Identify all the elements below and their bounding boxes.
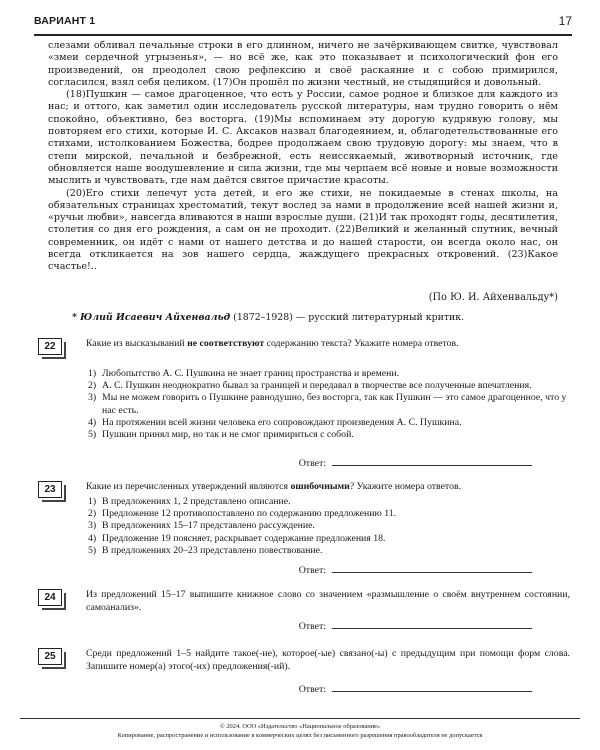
option-text: Предложение 19 поясняет, раскрывает содержание предложения 18. bbox=[102, 532, 386, 544]
answer-line[interactable] bbox=[332, 619, 532, 629]
answer-field[interactable] bbox=[299, 619, 532, 632]
option-item: 3) Мы не можем говорить о Пушкине равнодушно, без восторга, так как Пушкин — это самое драгоценное, что у нас есть. bbox=[88, 392, 567, 416]
task-prompt bbox=[86, 338, 570, 351]
option-text: В предложениях 1, 2 представлено описание. bbox=[102, 496, 291, 507]
copyright-line: © 2024. ООО «Издательство «Национальное образование» bbox=[219, 723, 381, 730]
task-number-box: 24 bbox=[38, 589, 62, 606]
task-prompt: Среди предложений 1–5 найдите такое(-ие), которое(-ые) связано(-ы) с предыдущим при помощи форм слова. Запишите номер(а) этого(-их) предложения(-ий). bbox=[86, 648, 570, 672]
task-number-box: 23 bbox=[38, 481, 62, 498]
page-header bbox=[34, 12, 572, 36]
prompt-text: содержанию текста? Укажите номера ответов. bbox=[264, 338, 459, 349]
option-item: 4) Предложение 19 поясняет, раскрывает содержание предложения 18. bbox=[88, 532, 386, 544]
option-text: Мы не можем говорить о Пушкине равнодушно, без восторга, так как Пушкин — это самое драгоценное, что у нас есть. bbox=[102, 392, 567, 416]
answer-label: Ответ: bbox=[298, 565, 326, 576]
answer-field[interactable] bbox=[299, 682, 532, 695]
answer-field[interactable] bbox=[299, 456, 532, 469]
option-item: 4) На протяжении всей жизни человека его сопровождают произведения А. С. Пушкина. bbox=[88, 416, 462, 428]
prompt-emphasis: не соответствуют bbox=[187, 338, 265, 349]
option-item: 2) Предложение 12 противопоставлено по содержанию предложению 11. bbox=[88, 508, 397, 520]
text-paragraph-1: слезами обливал печальные строки в его длинном, ничего не зачёркивающем свитке, чувствовал «змеи сердечной угрызенья», — но всё же, как это показывает и психологический фон его произведений, он преодолел свою рефлексию и своё раскаяние и с собою примирился, согласился, взял себя целиком. (17)Он прошёл по жизни честный, не стыдящийся и довольный. bbox=[48, 40, 558, 88]
task-prompt: Из предложений 15–17 выпишите книжное слово со значением «размышление о своём внутреннем состоянии, самоанализ». bbox=[86, 589, 570, 613]
option-text: А. С. Пушкин неоднократно бывал за границей и передавал в творчестве все полученные впечатления. bbox=[102, 380, 532, 392]
option-text: На протяжении всей жизни человека его сопровождают произведения А. С. Пушкина. bbox=[102, 416, 462, 428]
option-text: В предложениях 15–17 представлено рассуждение. bbox=[102, 520, 315, 532]
prompt-emphasis: ошибочными bbox=[290, 481, 350, 492]
option-item: 5) В предложениях 20–23 представлено повествование. bbox=[88, 544, 323, 556]
option-text: Предложение 12 противопоставлено по содержанию предложению 11. bbox=[102, 508, 397, 520]
option-item: 3) В предложениях 15–17 представлено рассуждение. bbox=[88, 520, 315, 532]
task-number-box: 25 bbox=[38, 648, 62, 665]
footnote-author: * Юлий Исаевич Айхенвальд bbox=[72, 312, 231, 323]
author-footnote bbox=[72, 312, 562, 323]
page-number: 17 bbox=[558, 14, 572, 28]
answer-line[interactable] bbox=[332, 563, 532, 573]
reading-text bbox=[48, 40, 558, 274]
text-source: (По Ю. И. Айхенвальду*) bbox=[428, 292, 558, 303]
text-paragraph-2: (18)Пушкин — самое драгоценное, что есть у России, самое родное и близкое для каждого из нас; и оттого, как заметил один исследователь русской литературы, нам трудно говорить о нём спокойно, объективно, без восторга. (19)Мы вспоминаем эту дорогую кудрявую голову, мы повторяем его стихи, которые И. С. Аксаков назвал благодеянием, и, облагодетельствованные его стихами, истолкованием Божества, бодрее продолжаем свою трудовую дорогу: мы знаем, что в степи мирской, печальной и безбрежной, есть неиссякаемый, животворный источник, где обновляется наше воодушевление и сила жизни, где мы черпаем всё новые и новые возможности мыслить и чувствовать, где нам даётся святое причастие красоты. bbox=[48, 89, 558, 187]
option-item: 1) Любопытство А. С. Пушкина не знает границ пространства и времени. bbox=[88, 368, 400, 379]
prompt-text: Какие из высказываний bbox=[86, 338, 188, 349]
options-list bbox=[88, 368, 570, 441]
prompt-text: ? Укажите номера ответов. bbox=[349, 481, 462, 492]
variant-label: ВАРИАНТ 1 bbox=[34, 15, 96, 27]
answer-label: Ответ: bbox=[298, 458, 326, 469]
footnote-text: (1872–1928) — русский литературный критик. bbox=[233, 312, 465, 323]
answer-field[interactable] bbox=[299, 563, 532, 576]
option-item: 5) Пушкин принял мир, но так и не смог примириться с собой. bbox=[88, 429, 354, 441]
option-item: 2) А. С. Пушкин неоднократно бывал за границей и передавал в творчестве все полученные впечатления. bbox=[88, 380, 532, 392]
page-footer bbox=[20, 718, 580, 740]
task-prompt bbox=[86, 481, 570, 494]
option-text: Любопытство А. С. Пушкина не знает границ пространства и времени. bbox=[102, 368, 400, 379]
answer-line[interactable] bbox=[332, 682, 532, 692]
option-item: 1) В предложениях 1, 2 представлено описание. bbox=[88, 496, 291, 507]
copyright-notice: Копирование, распространение и использование в коммерческих целях без письменного разрешения правообладателя не допускается bbox=[117, 731, 483, 739]
answer-label: Ответ: bbox=[298, 684, 326, 695]
text-paragraph-3: (20)Его стихи лепечут уста детей, и его же стихи, не покидаемые в стенах школы, на обязательных страницах хрестоматий, текут вослед за нами в продолжение всей нашей жизни и, «ручьи любви», навсегда вливаются в наши взрослые души. (21)И так проходят годы, десятилетия, столетия со дня его рождения, а сам он не проходит. (22)Великий и желанный спутник, вечный современник, он идёт с нами от нашего детства и до нашей старости, он всегда около нас, он всегда откликается на зов нашего сердца, жаждущего прекрасных откровений. (23)Какое счастье!.. bbox=[48, 187, 558, 273]
options-list bbox=[88, 496, 570, 557]
answer-label: Ответ: bbox=[298, 621, 326, 632]
prompt-text: Какие из перечисленных утверждений являются bbox=[86, 481, 291, 492]
option-text: Пушкин принял мир, но так и не смог примириться с собой. bbox=[102, 429, 354, 441]
task-number-box: 22 bbox=[38, 338, 62, 355]
answer-line[interactable] bbox=[332, 456, 532, 466]
option-text: В предложениях 20–23 представлено повествование. bbox=[102, 544, 323, 556]
